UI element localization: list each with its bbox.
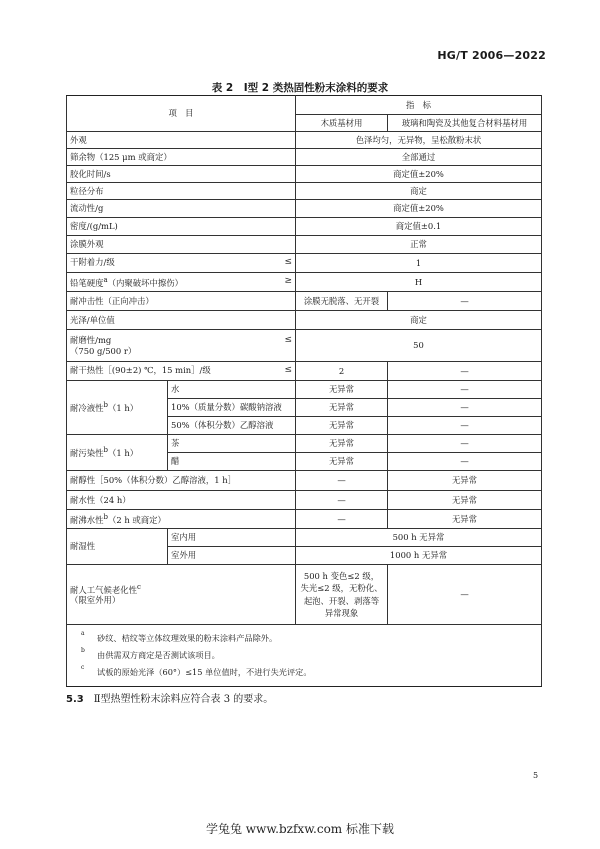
table-header-row <box>67 96 542 115</box>
row-boiling: 耐沸水性$^b$（2 h 或商定） — 无异常 <box>67 510 542 529</box>
row-cold-liquid-sub: 10%（质量分数）碳酸钠溶液 无异常 — <box>67 399 542 417</box>
row-dry-heat: 耐干热性［(90±2) ℃，15 min］/级 ≤ 2 — <box>67 362 542 381</box>
row-impact: 耐冲击性（正向冲击） 涂膜无脱落、无开裂 — <box>67 292 542 311</box>
header-indicator: 指 标 <box>296 96 542 115</box>
le-symbol: ≤ <box>284 257 292 268</box>
row-abrasion: ≤ 耐磨性/mg （750 g/500 r） 50 <box>67 330 542 362</box>
row-appearance: 外观 色泽均匀，无异物，呈松散粉末状 <box>67 132 542 149</box>
row-density: 密度/(g/mL) 商定值±0.1 <box>67 218 542 236</box>
row-gloss: 光泽/单位值 商定 <box>67 311 542 330</box>
row-stain: 耐污染性$^b$（1 h） 茶 无异常 — <box>67 435 542 453</box>
le-symbol: ≤ <box>284 335 292 345</box>
section-5-3: 5.3 Ⅱ型热塑性粉末涂料应符合表 3 的要求。 <box>66 694 274 705</box>
row-sieve: 筛余物（125 μm 或商定） 全部通过 <box>67 149 542 166</box>
row-alcohol: 耐醇性［50%（体积分数）乙醇溶液，1 h］ — 无异常 <box>67 471 542 491</box>
row-fluidity: 流动性/g 商定值±20% <box>67 200 542 218</box>
row-water: 耐水性（24 h） — 无异常 <box>67 491 542 510</box>
row-film-appearance: 涂膜外观 正常 <box>67 236 542 254</box>
table-caption: 表 2 Ⅰ型 2 类热固性粉末涂料的要求 <box>211 82 389 94</box>
header-glass: 玻璃和陶瓷及其他复合材料基材用 <box>388 115 542 132</box>
row-particle: 粒径分布 商定 <box>67 183 542 200</box>
row-gel-time: 胶化时间/s 商定值±20% <box>67 166 542 183</box>
row-cold-liquid-sub: 50%（体积分数）乙醇溶液 无异常 — <box>67 417 542 435</box>
watermark: 学兔兔 www.bzfxw.com 标准下载 <box>205 822 395 836</box>
row-humidity: 耐湿性 室内用 500 h 无异常 <box>67 529 542 547</box>
footnote-c: c 试板的原始光泽（60°）≤15 单位值时，不进行失光评定。 <box>81 664 312 677</box>
le-symbol: ≤ <box>284 365 292 376</box>
row-stain-sub: 醋 无异常 — <box>67 453 542 471</box>
page-number: 5 <box>533 771 539 780</box>
footnote-b: b 由供需双方商定是否测试该项目。 <box>81 647 220 660</box>
notes-row <box>67 625 542 687</box>
row-adhesion: 干附着力/级 ≤ 1 <box>67 254 542 273</box>
row-cold-liquid: 耐冷液性$^b$（1 h） 水 无异常 — <box>67 381 542 399</box>
header-wood: 木质基材用 <box>296 115 388 132</box>
footnote-a: a 砂纹、桔纹等立体纹理效果的粉末涂料产品除外。 <box>81 630 278 643</box>
requirements-table <box>66 95 542 687</box>
row-humidity-sub: 室外用 1000 h 无异常 <box>67 547 542 565</box>
row-weathering: 耐人工气候老化性$^c$ （限室外用） 500 h 变色≤2 级， 失光≤2 级，无粉化、 起泡、开裂、剥落等 异常现象 — <box>67 565 542 625</box>
header-item: 项 目 <box>67 96 296 132</box>
ge-symbol: ≥ <box>284 275 292 286</box>
row-hardness: 铅笔硬度$^a$（内聚破坏中擦伤） ≥ H <box>67 273 542 292</box>
standard-number: HG/T 2006—2022 <box>437 49 546 62</box>
